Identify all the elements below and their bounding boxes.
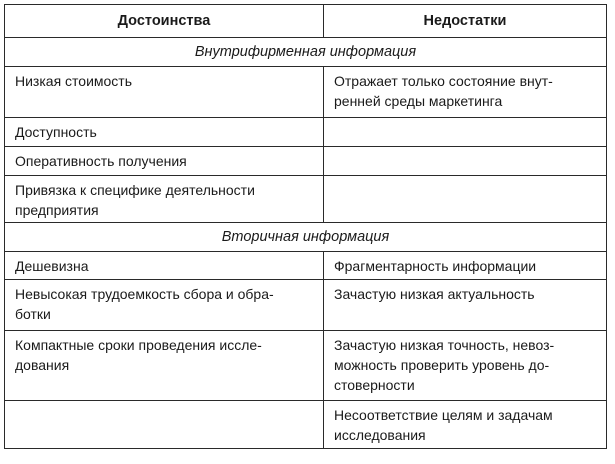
disadvantage-cell [324, 401, 607, 449]
advantage-cell [5, 401, 324, 449]
advantage-cell [5, 331, 324, 401]
disadvantage-text: Несоответствие целям и задачам исследования [334, 407, 553, 443]
advantage-cell [5, 67, 324, 118]
disadvantage-cell [324, 147, 607, 176]
advantage-text: Оперативность получения [15, 153, 187, 169]
disadvantage-text: Зачастую низкая актуальность [334, 286, 535, 302]
header-advantages: Достоинства [5, 5, 324, 38]
disadvantage-cell [324, 331, 607, 401]
advantage-cell [5, 280, 324, 331]
disadvantage-text: Зачастую низкая точность, невоз- можность проверить уровень до- стоверности [334, 337, 555, 393]
advantage-cell [5, 147, 324, 176]
table-row [5, 252, 607, 280]
advantage-text: Дешевизна [15, 258, 89, 274]
advantage-cell [5, 118, 324, 147]
table-row [5, 280, 607, 331]
table-row [5, 331, 607, 401]
advantage-text: Компактные сроки проведения иссле- дования [15, 337, 262, 373]
disadvantage-cell [324, 176, 607, 223]
advantage-cell [5, 176, 324, 223]
section-title-secondary: Вторичная информация [5, 223, 607, 252]
advantage-text: Доступность [15, 124, 97, 140]
disadvantage-text: Отражает только состояние внут- ренней среды маркетинга [334, 73, 553, 109]
section-row-secondary [5, 223, 607, 252]
table-row [5, 147, 607, 176]
section-title-internal: Внутрифирменная информация [5, 38, 607, 67]
table-row [5, 401, 607, 449]
table-row [5, 67, 607, 118]
header-disadvantages: Недостатки [324, 5, 607, 38]
advantage-text: Низкая стоимость [15, 73, 133, 89]
disadvantage-text: Фрагментарность информации [334, 258, 537, 274]
table-row [5, 118, 607, 147]
advantage-text: Привязка к специфике деятельности предприятия [15, 182, 255, 218]
disadvantage-cell [324, 67, 607, 118]
comparison-table [4, 4, 607, 449]
disadvantage-cell [324, 118, 607, 147]
advantage-cell [5, 252, 324, 280]
disadvantage-cell [324, 252, 607, 280]
table-row [5, 176, 607, 223]
header-row [5, 5, 607, 38]
disadvantage-cell [324, 280, 607, 331]
advantage-text: Невысокая трудоемкость сбора и обра- ботки [15, 286, 274, 322]
section-row-internal [5, 38, 607, 67]
